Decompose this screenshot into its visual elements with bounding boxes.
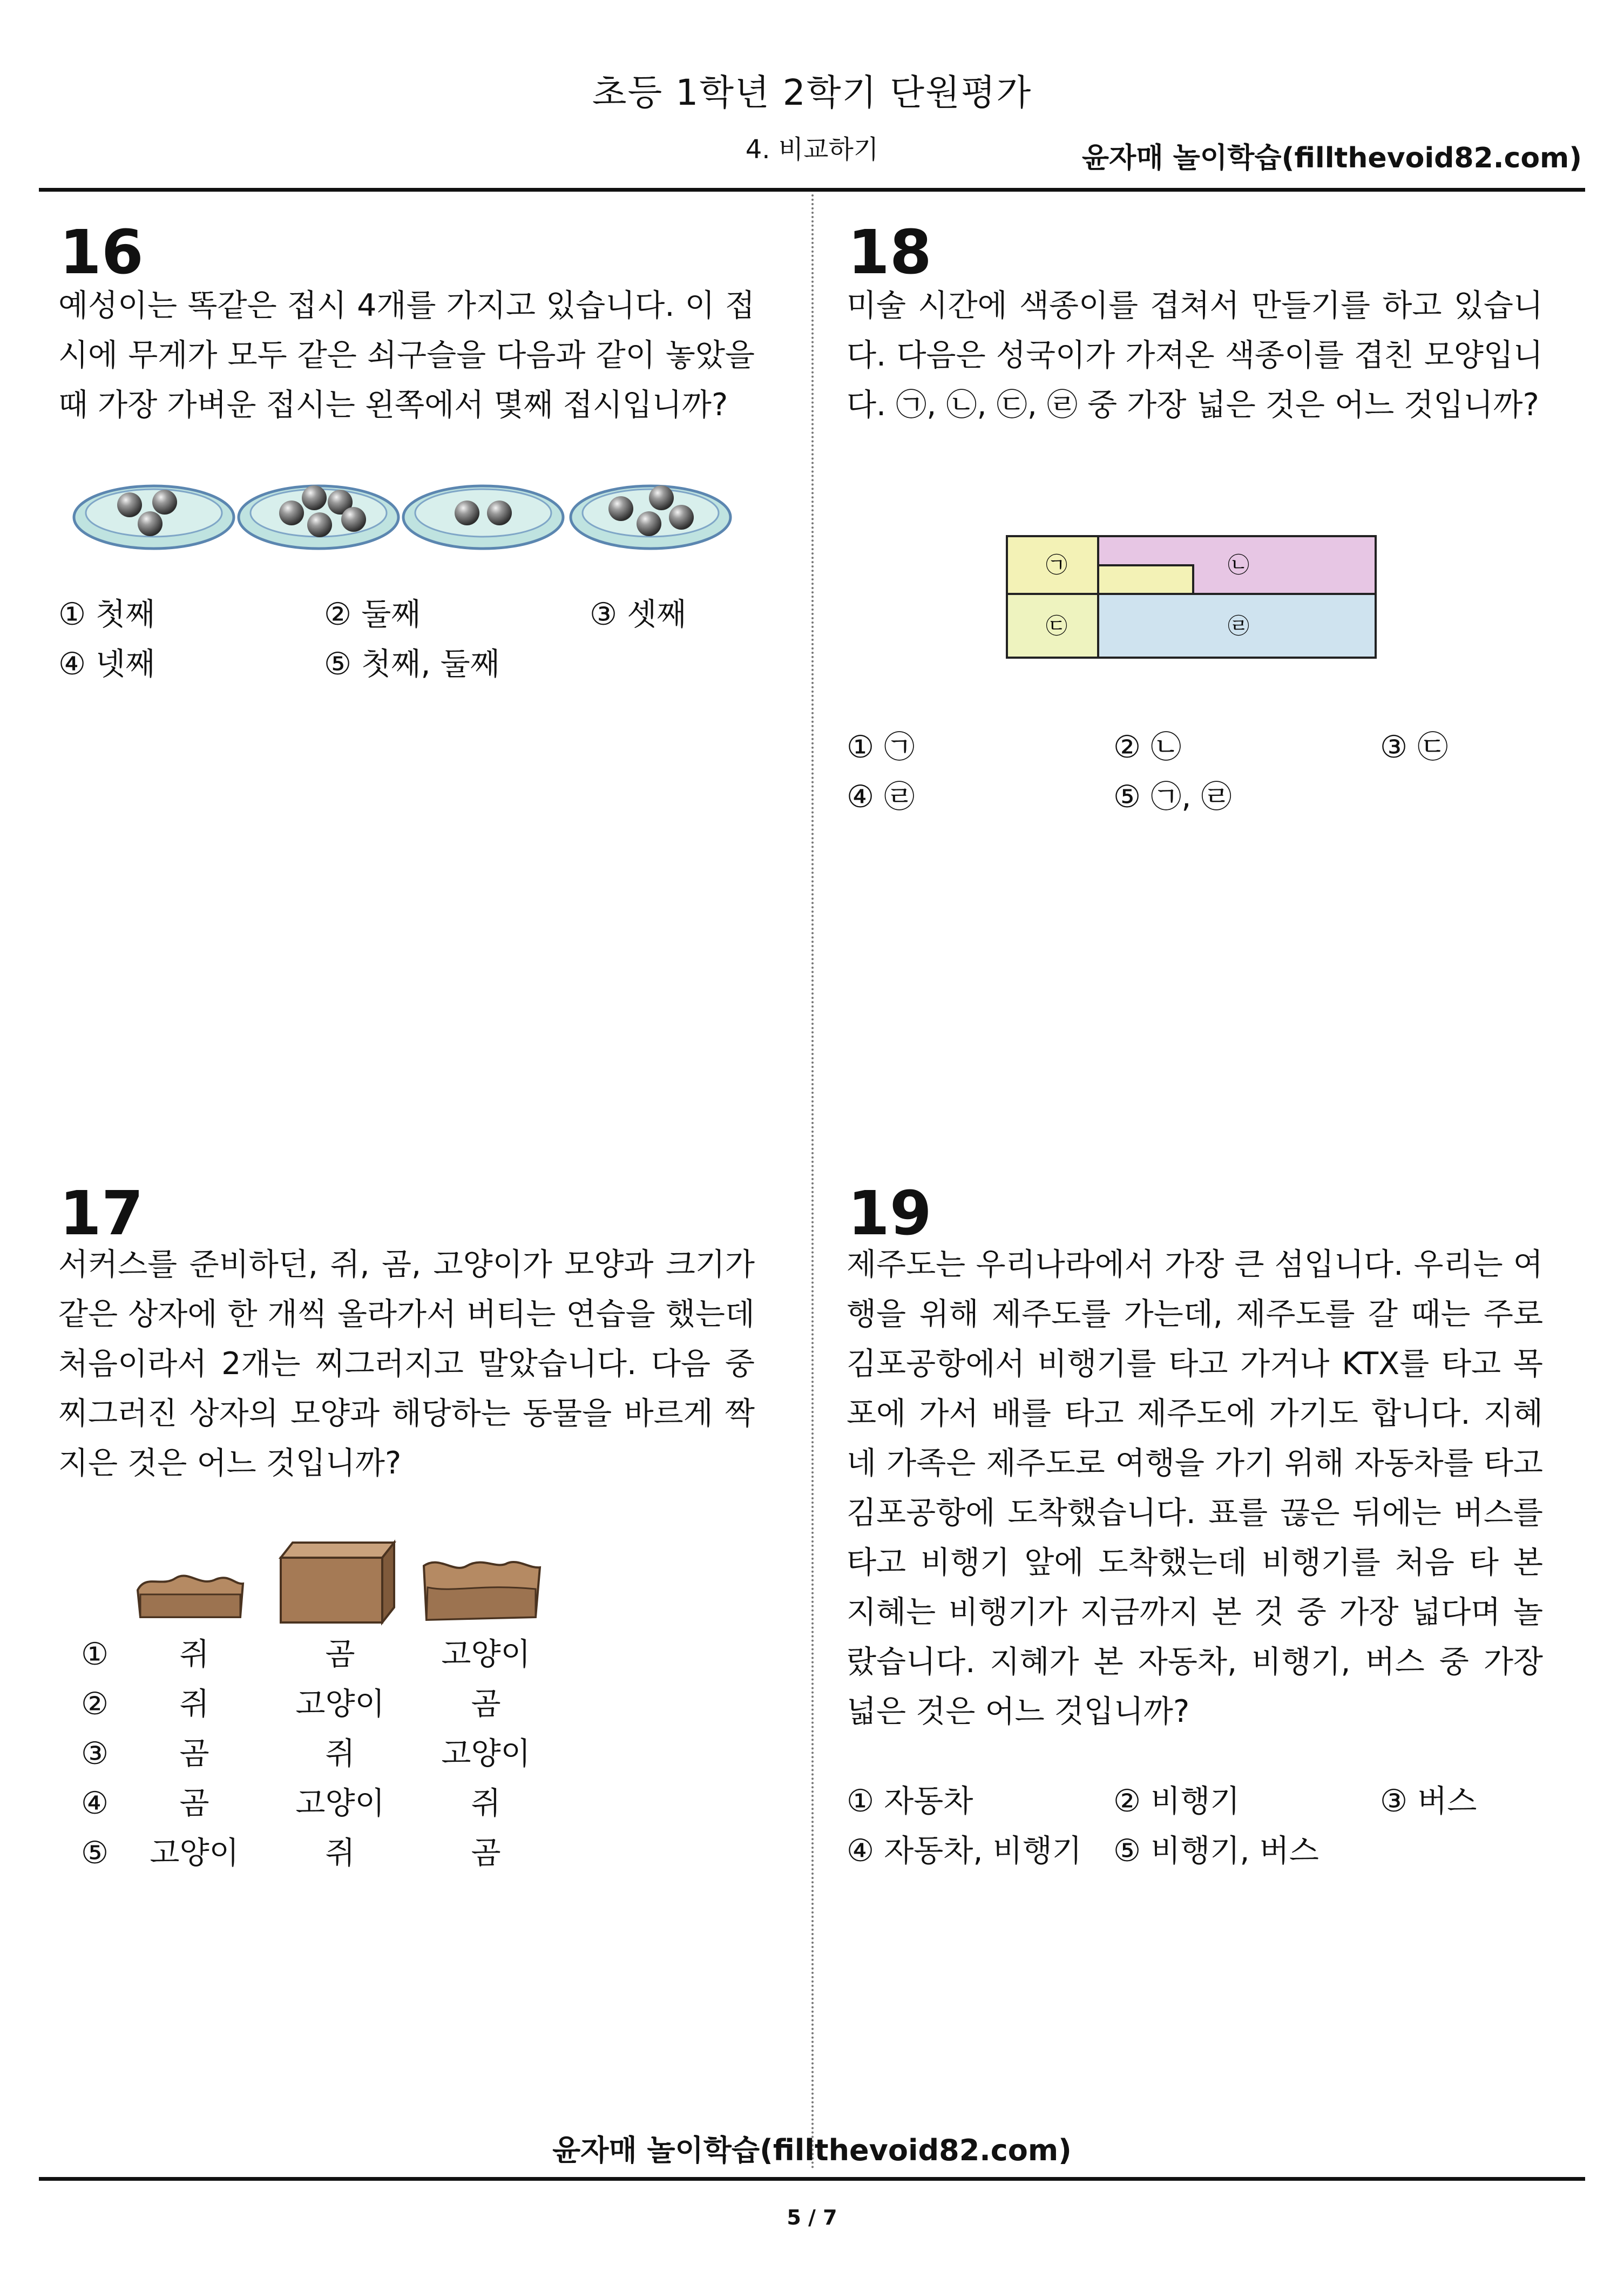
q17-row3-b: 쥐 (325, 1736, 355, 1772)
footer-divider (39, 2177, 1585, 2181)
ball (608, 496, 633, 521)
q19-option-1[interactable]: ① 자동차 (847, 1783, 973, 1819)
page-number: 5 / 7 (787, 2206, 837, 2229)
q16-option-1[interactable]: ① 첫째 (58, 597, 155, 632)
page-title: 초등 1학년 2학기 단원평가 (592, 72, 1032, 113)
q19-option-2[interactable]: ② 비행기 (1113, 1783, 1240, 1819)
q17-number: 17 (59, 1179, 144, 1249)
q17-row4-c: 쥐 (471, 1786, 501, 1821)
label-a: ㉠ (1046, 553, 1067, 578)
q16-plates-figure (70, 459, 750, 562)
q16-option-3[interactable]: ③ 셋째 (590, 597, 687, 632)
q17-row2-label[interactable]: ② (81, 1686, 109, 1722)
q19-option-5[interactable]: ⑤ 비행기, 버스 (1113, 1833, 1319, 1869)
crushed-box-tall (424, 1562, 540, 1620)
q19-number: 19 (848, 1179, 932, 1249)
ball (637, 511, 661, 536)
q17-row3-label[interactable]: ③ (81, 1736, 109, 1772)
ball (279, 501, 304, 525)
q17-row2-a: 쥐 (179, 1686, 209, 1722)
plate-3 (403, 486, 563, 549)
region-a-lower (1098, 565, 1193, 594)
q17-row4-label[interactable]: ④ (81, 1786, 109, 1821)
crushed-box-flat (138, 1576, 243, 1617)
ball (649, 485, 674, 510)
ball (152, 490, 177, 515)
q17-row4-b: 고양이 (295, 1786, 385, 1821)
ball (117, 492, 142, 517)
label-c: ㉢ (1046, 614, 1067, 639)
q17-row1-b: 곰 (325, 1637, 355, 1672)
q17-row5-c: 곰 (471, 1835, 501, 1871)
ball (341, 507, 366, 532)
q19-option-4[interactable]: ④ 자동차, 비행기 (847, 1833, 1082, 1869)
q18-option-3[interactable]: ③ ㉢ (1380, 729, 1449, 765)
ball (669, 505, 694, 530)
q17-row2-b: 고양이 (295, 1686, 385, 1722)
q17-row1-label[interactable]: ① (81, 1637, 109, 1672)
ball (138, 511, 163, 536)
plate-1 (74, 486, 234, 549)
plate-4 (571, 485, 730, 549)
ball (307, 512, 332, 537)
q17-row5-b: 쥐 (325, 1835, 355, 1871)
intact-box (281, 1543, 394, 1622)
q18-option-4[interactable]: ④ ㉣ (847, 779, 915, 815)
q18-text: 미술 시간에 색종이를 겹쳐서 만들기를 하고 있습니다. 다음은 성국이가 가져온 색종이를 겹친 모양입니다. ㉠, ㉡, ㉢, ㉣ 중 가장 넓은 것은 어느 것입니까? (847, 288, 1543, 423)
q17-row5-a: 고양이 (150, 1835, 239, 1871)
q17-row1-c: 고양이 (441, 1637, 531, 1672)
ball (487, 501, 512, 525)
q18-number: 18 (848, 218, 932, 288)
q19-text: 제주도는 우리나라에서 가장 큰 섬입니다. 우리는 여행을 위해 제주도를 가는데, 제주도를 갈 때는 주로 김포공항에서 비행기를 타고 가거나 KTX를 타고 목포에 가서 배를 타고 제주도에 가기도 합니다. 지혜네 가족은 제주도로 여행을 가기 위해 자동차를 타고 김포공항에 도착했습니다. 표를 끊은 뒤에는 버스를 타고 비행기 앞에 도착했는데 비행기를 처음 타 본 지혜는 비행기가 지금까지 본 것 중 가장 넓다며 놀랐습니다. 지혜가 본 자동차, 비행기, 버스 중 가장 넓은 것은 어느 것입니까? (847, 1247, 1544, 1729)
label-d: ㉣ (1228, 614, 1249, 639)
q17-row2-c: 곰 (471, 1686, 501, 1722)
q17-row3-a: 곰 (179, 1736, 209, 1772)
q16-number: 16 (59, 218, 144, 288)
q16-option-5[interactable]: ⑤ 첫째, 둘째 (324, 646, 500, 682)
q17-boxes-figure (130, 1536, 561, 1631)
q16-option-2[interactable]: ② 둘째 (324, 597, 421, 632)
q18-option-2[interactable]: ② ㉡ (1113, 729, 1182, 765)
column-divider (811, 194, 814, 2171)
q17-row1-a: 쥐 (179, 1637, 209, 1672)
q18-option-1[interactable]: ① ㉠ (847, 729, 915, 765)
brand-footer: 윤자매 놀이학습(fillthevoid82.com) (552, 2133, 1072, 2167)
plate-2 (239, 485, 398, 549)
q17-row5-label[interactable]: ⑤ (81, 1835, 109, 1871)
q18-paper-figure (1005, 535, 1378, 660)
q16-option-4[interactable]: ④ 넷째 (58, 646, 155, 682)
q17-row3-c: 고양이 (441, 1736, 531, 1772)
q17-row4-a: 곰 (179, 1786, 209, 1821)
unit-subtitle: 4. 비교하기 (745, 134, 879, 165)
q17-text: 서커스를 준비하던, 쥐, 곰, 고양이가 모양과 크기가 같은 상자에 한 개씩 올라가서 버티는 연습을 했는데 처음이라서 2개는 찌그러지고 말았습니다. 다음 중 찌그러진 상자의 모양과 해당하는 동물을 바르게 짝지은 것은 어느 것입니까? (58, 1247, 755, 1481)
ball (302, 485, 327, 510)
q18-option-5[interactable]: ⑤ ㉠, ㉣ (1113, 779, 1232, 815)
label-b: ㉡ (1228, 553, 1249, 578)
ball (455, 501, 479, 525)
q19-option-3[interactable]: ③ 버스 (1380, 1783, 1477, 1819)
q16-text: 예성이는 똑같은 접시 4개를 가지고 있습니다. 이 접시에 무게가 모두 같은 쇠구슬을 다음과 같이 놓았을 때 가장 가벼운 접시는 왼쪽에서 몇째 접시입니까? (58, 288, 755, 423)
header-divider (39, 188, 1585, 192)
brand-header: 윤자매 놀이학습(fillthevoid82.com) (1081, 142, 1582, 174)
